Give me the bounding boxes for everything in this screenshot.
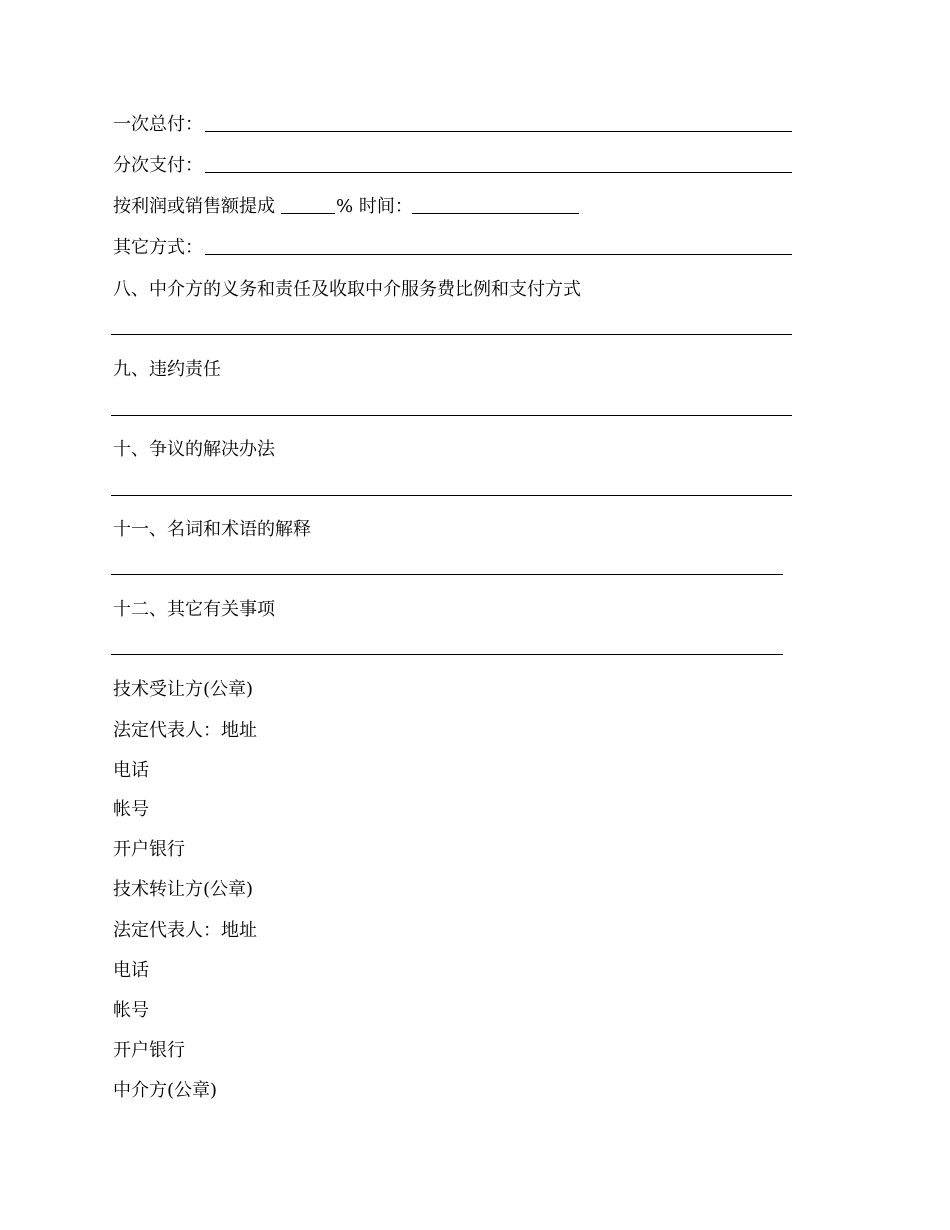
transferee-bank: 开户银行 <box>113 839 185 860</box>
percent-time-label: % 时间： <box>336 196 413 217</box>
section-9-blank[interactable] <box>111 415 792 416</box>
section-8-blank[interactable] <box>111 334 792 335</box>
installment-label: 分次支付： <box>113 155 203 176</box>
lump-sum-row <box>113 113 203 137</box>
section-8-title-text: 八、中介方的义务和责任及收取中介服务费比例和支付方式 <box>113 279 581 300</box>
section-9-title-text: 九、违约责任 <box>113 359 221 380</box>
transferee-phone: 电话 <box>113 760 149 781</box>
section-12-title <box>113 598 275 622</box>
other-method-row <box>113 236 203 260</box>
commission-label: 按利润或销售额提成 <box>113 196 275 217</box>
transferor-bank: 开户银行 <box>113 1040 185 1061</box>
commission-row <box>113 195 275 219</box>
section-11-title <box>113 518 311 542</box>
transferee-account: 帐号 <box>113 799 149 820</box>
section-11-blank[interactable] <box>111 574 783 575</box>
lump-sum-blank[interactable] <box>205 131 792 132</box>
commission-time-blank[interactable] <box>412 213 579 214</box>
transferee-title: 技术受让方(公章) <box>113 679 254 700</box>
installment-blank[interactable] <box>205 172 792 173</box>
transferor-title: 技术转让方(公章) <box>113 879 254 900</box>
section-10-title-text: 十、争议的解决办法 <box>113 439 275 460</box>
installment-row <box>113 154 203 178</box>
other-method-blank[interactable] <box>205 254 792 255</box>
section-12-title-text: 十二、其它有关事项 <box>113 599 275 620</box>
commission-percent-blank[interactable] <box>281 213 335 214</box>
lump-sum-label: 一次总付： <box>113 114 203 135</box>
transferee-rep-address: 法定代表人：地址 <box>113 720 257 741</box>
section-8-title <box>113 278 581 302</box>
transferor-account: 帐号 <box>113 1000 149 1021</box>
section-12-blank[interactable] <box>111 654 783 655</box>
other-method-label: 其它方式： <box>113 237 203 258</box>
transferor-rep-address: 法定代表人：地址 <box>113 920 257 941</box>
section-9-title <box>113 358 221 382</box>
section-10-blank[interactable] <box>111 495 792 496</box>
transferor-phone: 电话 <box>113 960 149 981</box>
intermediary-title: 中介方(公章) <box>113 1080 218 1101</box>
section-11-title-text: 十一、名词和术语的解释 <box>113 519 311 540</box>
section-10-title <box>113 438 275 462</box>
commission-time-row <box>336 195 413 219</box>
